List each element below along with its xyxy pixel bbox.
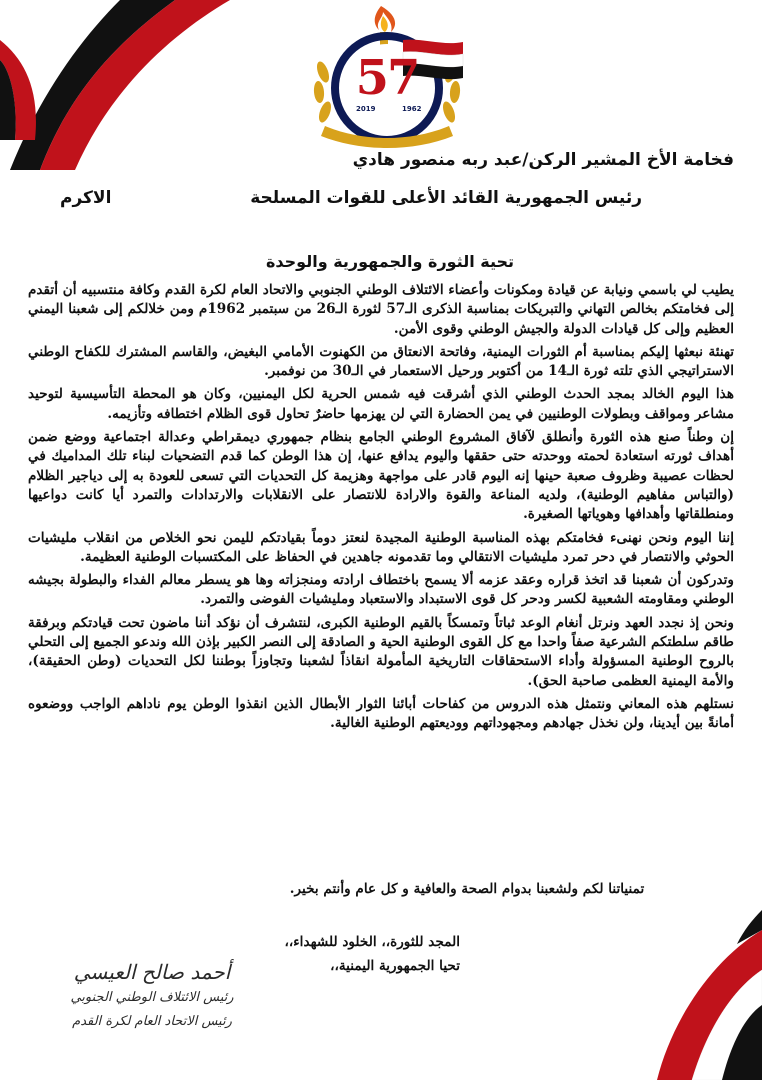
slogans-block [240,930,460,978]
signatory-name: أحمد صالح العيسي [73,960,231,984]
body-paragraph: يطيب لي باسمي ونيابة عن قيادة ومكونات وأعضاء الائتلاف الوطني الجنوبي والاتحاد العام لكرة القدم وكافة منتسبيه أن أتقدم إلى فخامتكم بخالص التهاني والتبريكات بمناسبة الذكرى الـ57 لثورة الـ26 من سبتمبر 1962م ومن خلالكم إلى شعبنا اليمني العظيم وإلى كل قيادات الدولة والجيش الوطني وقوى الأمن. [28,282,735,337]
flag-ribbon-bottom-right [562,910,762,1080]
body-paragraph: إن وطناً صنع هذه الثورة وأنطلق لآفاق المشروع الوطني الجامع بنظام جمهوري ديمقراطي وعدالة اجتماعية ووضع ضمن أهداف ثورته استعادة لحمته ووحدته حتى حققها واليوم يدافع عنها، إن هذا الوطن كما قدم التضحيات لبناء تلك المداميك في لحظات عصيبة وظروف صعبة حينها إنه اليوم قادر على مواجهة وهزيمة كل التحديات التي تسعى للعودة به إلى دياجير الظلام (والتباس مفاهيم الوطنية)، ولديه المناعة والقوة والارادة للانتصار على الانقلابات والارتدادات والتمرد أيا كانت دواعيها ومنطلقاتها وأهدافها وهوياتها الصغيرة. [28,429,734,523]
slogan-line: المجد للثورة،، الخلود للشهداء،، [284,934,460,950]
slogan-line: تحيا الجمهورية اليمنية،، [330,958,460,974]
emblem-year-right: 1962 [402,105,422,113]
addressee-name: فخامة الأخ المشير الركن/عبد ربه منصور هادي [352,150,734,170]
body-paragraph: تهنئة نبعثها إليكم بمناسبة أم الثورات اليمنية، وفاتحة الانعتاق من الكهنوت الأمامي البغيض، والقاسم المشترك للكفاح الوطني الاستراتيجي الذي تلته ثورة الـ14 من أكتوبر ورحيل الاستعمار في الـ30 من نوفمبر. [28,343,734,380]
body-paragraph: ونحن إذ نجدد العهد ونرتل أنغام الوعد ثباتاً وتمسكاً بالقيم الوطنية الكبرى، لنتشرف أن نؤكد أننا ماضون تحت قيادتكم وبرفقة طاقم سلطتكم الشرعية صفاً واحدا مع كل القوى الوطنية الحية و الصادقة إلى النصر الكبير بإذن الله وندعو الجميع إلى التحلي بالروح الوطنية المسؤولة وأداء الاستحقاقات التاريخية المأمولة انقاذاً لشعبنا وتجاوزاً بوطننا لكل التحديات (وطن الحقيقة)، والأمة اليمنية العظمى صاحبة الحق). [28,614,734,689]
body-paragraph: نستلهم هذه المعاني ونتمثل هذه الدروس من كفاحات أبائنا الثوار الأبطال الذين انقذوا الوطن يوم ناداهم الواجب ووضعوه أمانةً بين أيدينا، ولن نخذل جهادهم ومجهوداتهم ووديعتهم الوطنية الغالية. [28,695,734,732]
body-paragraph: وتدركون أن شعبنا قد اتخذ قراره وعقد عزمه ألا يسمح باختطاف ارادته ومنجزاته وها هو يسطر معالم الفداء والبطولة بجيشه الوطني ومقاومته الشعبية لكسر ودحر كل قوى الاستبداد والاستعباد ومليشيات الفوضى والتمرد. [28,572,734,608]
signature-block [52,958,252,1034]
body-paragraph: إننا اليوم ونحن نهنىء فخامتكم بهذه المناسبة الوطنية المجيدة لنعتز دوماً بقيادتكم لليمن نحو الخلاص من انقلاب مليشيات الحوثي والانتصار في دحر تمرد مليشيات الانتقالي وما تقدمونه جاهدين في الحفاظ على المكتسبات الوطنية العظيمة. [28,529,734,565]
body-paragraph: هذا اليوم الخالد بمجد الحدث الوطني الذي أشرقت فيه شمس الحرية لكل اليمنيين، وكان هو المحطة التأسيسية لتوحيد مشاعر ومواقف وبطولات الوطنيين في يمن الحضارة التي لن يهزمها حاضرٌ تحاول قوى الظلام اختطافه وتأزيمه. [28,386,734,422]
greeting-heading: تحية الثورة والجمهورية والوحدة [265,252,515,271]
emblem-anniversary-number: 57 [355,50,419,106]
signatory-role-coalition: رئيس الائتلاف الوطني الجنوبي [70,990,234,1005]
addressee-honorific: الاكرم [60,188,112,208]
letter-body [28,281,734,738]
flag-ribbon-top-left [0,0,230,170]
closing-wishes: تمنياتنا لكم ولشعبنا بدوام الصحة والعافية و كل عام وأنتم بخير. [289,881,645,897]
anniversary-emblem [303,2,471,152]
addressee-title: رئيس الجمهورية القائد الأعلى للقوات المسلحة [250,188,642,208]
emblem-year-left: 2019 [356,105,376,113]
signatory-role-federation: رئيس الاتحاد العام لكرة القدم [72,1014,232,1029]
